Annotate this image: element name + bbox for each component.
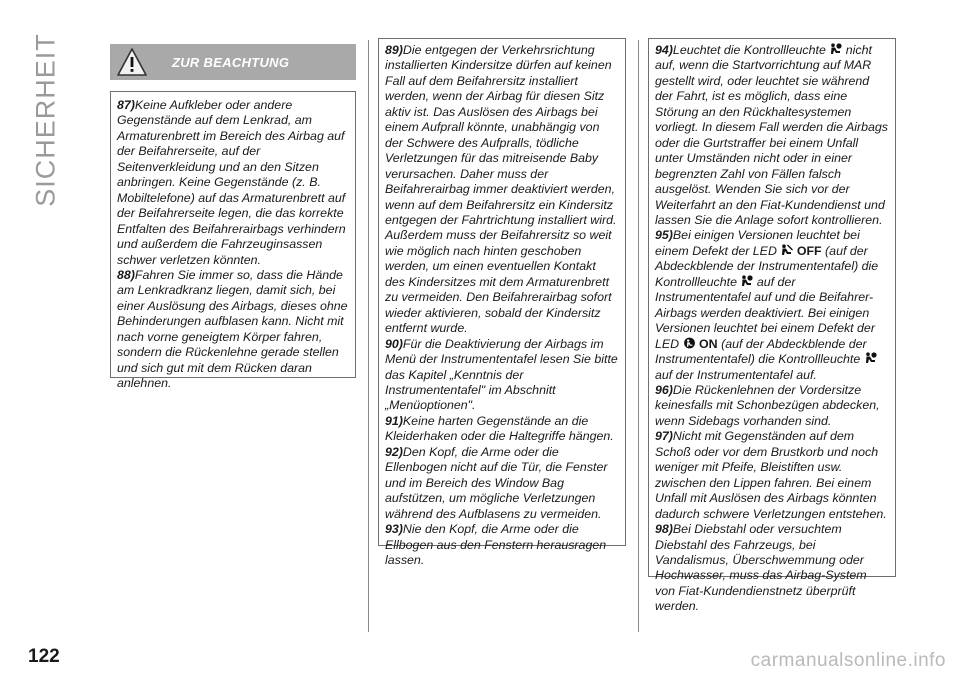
warning-box-column-1	[110, 91, 356, 391]
note-93: 93)Nie den Kopf, die Arme oder die Ellbogen aus den Fenstern herausragen lassen.	[385, 522, 607, 567]
airbag-warning-icon	[829, 43, 842, 55]
note-90: 90)Für die Deaktivierung der Airbags im Menü der Instrumententafel lesen Sie bitte das Kapitel „Kenntnis der Instrumententafel" im Abschnitt „Menüoptionen".	[385, 336, 618, 413]
warning-title: ZUR BEACHTUNG	[172, 54, 290, 70]
note-95: 95)Bei einigen Versionen leuchtet bei einem Defekt der LED OFF (auf der Abdeckblende der Instrumententafel) die Kontrollleuchte auf der Instrumententafel auf und die Beifahrer-Airbags werden deaktiviert. Bei einigen Versionen leuchtet bei einem Defekt der LED ON (auf der Abdeckblende der Instrumententafel) die Kontrollleuchte auf der Instrumententafel auf.	[655, 228, 879, 382]
note-91: 91)Keine harten Gegenstände an die Kleiderhaken oder die Haltegriffe hängen.	[385, 413, 614, 444]
warning-triangle-icon	[116, 47, 148, 77]
note-92: 92)Den Kopf, die Arme oder die Ellenbogen nicht auf die Tür, die Fenster und im Bereich des Window Bag aufstützen, um mögliche Verletzungen während des Aufblasens zu vermeiden.	[385, 444, 608, 521]
column-divider-1	[368, 40, 369, 632]
page-number: 122	[28, 646, 60, 667]
section-label: SICHERHEIT	[30, 33, 61, 207]
note-98: 98)Bei Diebstahl oder versuchtem Diebstahl des Fahrzeugs, bei Vandalismus, Überschwemmung oder Hochwasser, muss das Airbag-System von Fiat-Kundendienstnetz überprüft werden.	[655, 522, 867, 614]
note-89: 89)Die entgegen der Verkehrsrichtung installierten Kindersitze dürfen auf keinen Fall auf dem Beifahrersitz installiert werden, wenn der Airbag für diesen Sitz aktiv ist. Das Auslösen des Airbags bei einem Aufprall könnte, unabhängig von der Schwere des Aufpralls, tödliche Verletzungen für das mitreisende Baby verursachen. Daher muss der Beifahrerairbag immer deaktiviert werden, wenn auf dem Beifahrersitz ein Kindersitz entgegen der Fahrtrichtung installiert wird. Außerdem muss der Beifahrersitz so weit wie möglich nach hinten geschoben werden, um einen eventuellen Kontakt des Kindersitzes mit dem Armaturenbrett zu vermeiden. Den Beifahrerairbag sofort wieder aktivieren, sobald der Kindersitz entfernt wurde.	[385, 43, 617, 336]
watermark: carmanualsonline.info	[750, 650, 946, 671]
note-97: 97)Nicht mit Gegenständen auf dem Schoß oder vor dem Brustkorb und noch weniger mit Pfeife, Bleistiften usw. zwischen den Lippen fahren. Bei einem Unfall mit Auslösen des Airbags könnten dadurch schwere Verletzungen entstehen.	[655, 429, 887, 521]
warning-header	[110, 44, 356, 80]
passenger-airbag-off-icon	[780, 244, 793, 256]
airbag-warning-icon	[740, 275, 753, 287]
note-94: 94)Leuchtet die Kontrollleuchte nicht auf, wenn die Startvorrichtung auf MAR gestellt wird, oder leuchtet sie während der Fahrt, ist es möglich, dass eine Störung an den Rückhaltesystemen vorliegt. In diesem Fall werden die Airbags oder die Gurtstraffer bei einem Unfall unter Umständen nicht oder in einer begrenzten Zahl von Fällen falsch ausgelöst. Wenden Sie sich vor der Weiterfahrt an den Fiat-Kundendienst und lassen Sie die Anlage sofort kontrollieren.	[655, 43, 889, 227]
warning-box-column-2	[378, 38, 626, 567]
airbag-warning-icon	[864, 352, 877, 364]
note-96: 96)Die Rückenlehnen der Vordersitze keinesfalls mit Schonbezügen abdecken, wenn Sidebags vorhanden sind.	[655, 382, 880, 428]
warning-box-column-3	[648, 38, 896, 614]
column-divider-2	[638, 40, 639, 632]
note-88: 88)Fahren Sie immer so, dass die Hände am Lenkradkranz liegen, damit sich, bei einer Auslösung des Airbags, dieses ohne Behinderungen aufblasen kann. Nicht mit nach vorne geneigtem Körper fahren, sondern die Rückenlehne gerade stellen und sich gut mit dem Rücken daran anlehnen.	[117, 267, 348, 391]
note-87: 87)Keine Aufkleber oder andere Gegenstände auf dem Lenkrad, am Armaturenbrett im Bereich des Airbag auf der Beifahrerseite, auf der Seitenverkleidung und an den Sitzen anbringen. Keine Gegenstände (z. B. Mobiltelefone) auf das Armaturenbrett auf der Beifahrerseite legen, die das korrekte Entfalten des Beifahrerairbags verhindern und außerdem die Fahrzeuginsassen schwer verletzen könnten.	[117, 98, 346, 267]
passenger-airbag-on-icon	[683, 337, 696, 349]
